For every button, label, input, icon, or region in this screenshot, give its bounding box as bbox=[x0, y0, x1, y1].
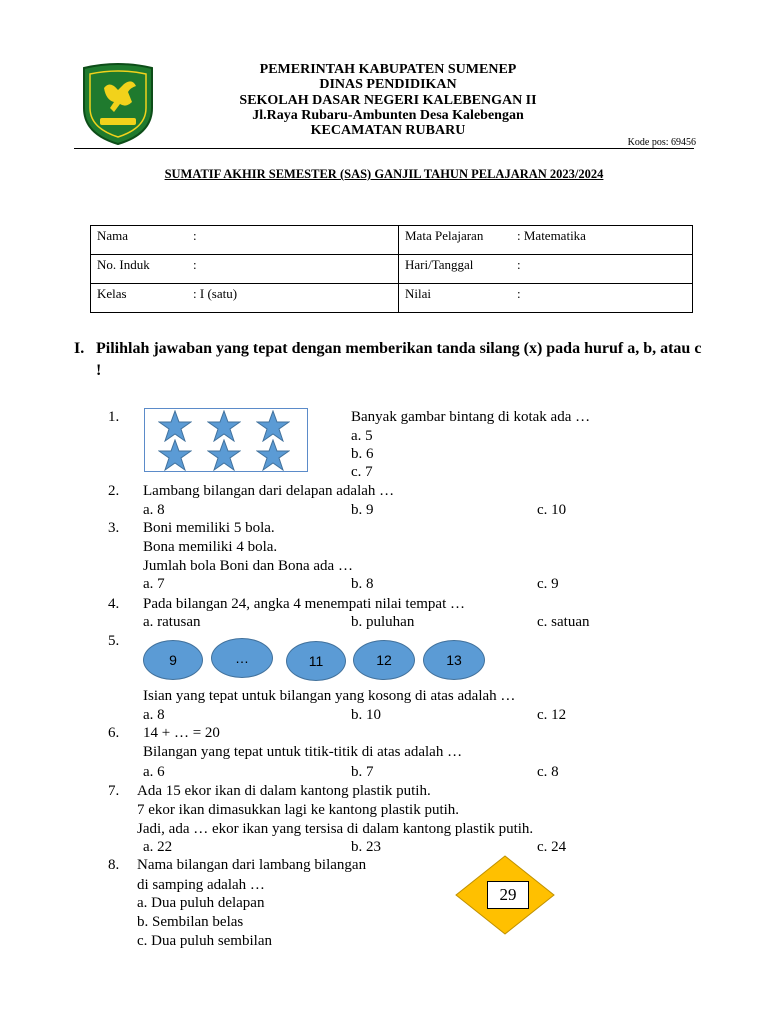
star-icon bbox=[158, 439, 192, 471]
star-icon bbox=[207, 439, 241, 471]
score-value: : bbox=[517, 286, 521, 301]
question-text-line1: Ada 15 ekor ikan di dalam kantong plastik putih. bbox=[137, 783, 431, 799]
question-number: 6. bbox=[108, 725, 120, 741]
table-cell bbox=[91, 255, 399, 284]
table-row bbox=[91, 284, 693, 313]
number-oval: 9 bbox=[143, 640, 203, 680]
question-text-line3: Jumlah bola Boni dan Bona ada … bbox=[143, 558, 353, 574]
option-b[interactable]: b. 6 bbox=[351, 446, 374, 462]
section-number: I. bbox=[74, 340, 85, 357]
date-label: Hari/Tanggal bbox=[405, 257, 474, 272]
star-icon bbox=[256, 410, 290, 442]
question-text-line1: Nama bilangan dari lambang bilangan bbox=[137, 857, 367, 873]
option-b[interactable]: b. 9 bbox=[351, 502, 374, 518]
header-divider bbox=[74, 148, 694, 149]
table-row bbox=[91, 255, 693, 284]
score-label: Nilai bbox=[405, 286, 431, 301]
question-text-line1: Boni memiliki 5 bola. bbox=[143, 520, 275, 536]
diamond-number: 29 bbox=[487, 881, 529, 909]
question-text: Pada bilangan 24, angka 4 menempati nilai tempat … bbox=[143, 596, 465, 612]
equation: 14 + … = 20 bbox=[143, 725, 220, 741]
header-school-name: SEKOLAH DASAR NEGERI KALEBENGAN II bbox=[239, 93, 537, 108]
question-text-line2: di samping adalah … bbox=[137, 877, 265, 893]
question-text: Bilangan yang tepat untuk titik-titik di atas adalah … bbox=[143, 744, 463, 760]
question-text: Isian yang tepat untuk bilangan yang kosong di atas adalah … bbox=[143, 688, 516, 704]
class-value: : I (satu) bbox=[193, 286, 238, 301]
question-number: 3. bbox=[108, 520, 120, 536]
student-id-value: : bbox=[193, 257, 197, 272]
table-cell bbox=[399, 284, 693, 313]
star-icon bbox=[207, 410, 241, 442]
subject-label: Mata Pelajaran bbox=[405, 228, 484, 243]
option-a[interactable]: a. 8 bbox=[143, 502, 165, 518]
question-number: 4. bbox=[108, 596, 120, 612]
star-icon bbox=[256, 439, 290, 471]
name-value: : bbox=[193, 228, 197, 243]
header-department: DINAS PENDIDIKAN bbox=[319, 77, 457, 92]
option-b[interactable]: b. 10 bbox=[351, 707, 381, 723]
option-a[interactable]: a. ratusan bbox=[143, 614, 201, 630]
student-id-label: No. Induk bbox=[97, 257, 150, 272]
option-b[interactable]: b. 7 bbox=[351, 764, 374, 780]
section-instruction-text: Pilihlah jawaban yang tepat dengan memberikan tanda silang (x) pada huruf a, b, atau c ! bbox=[96, 340, 702, 379]
table-cell bbox=[399, 226, 693, 255]
subject-value: : Matematika bbox=[517, 228, 586, 243]
number-oval: 13 bbox=[423, 640, 485, 680]
question-text-line2: Bona memiliki 4 bola. bbox=[143, 539, 278, 555]
question-number: 2. bbox=[108, 483, 120, 499]
option-a[interactable]: a. 6 bbox=[143, 764, 165, 780]
option-c[interactable]: c. 9 bbox=[537, 576, 559, 592]
option-c[interactable]: c. satuan bbox=[537, 614, 590, 630]
star-icon bbox=[158, 410, 192, 442]
date-value: : bbox=[517, 257, 521, 272]
header-government: PEMERINTAH KABUPATEN SUMENEP bbox=[259, 62, 517, 77]
option-b[interactable]: b. puluhan bbox=[351, 614, 415, 630]
number-oval: 12 bbox=[353, 640, 415, 680]
table-cell bbox=[91, 226, 399, 255]
table-row bbox=[91, 226, 693, 255]
option-b[interactable]: b. 23 bbox=[351, 839, 381, 855]
postal-code: Kode pos: 69456 bbox=[627, 137, 696, 148]
question-text: Banyak gambar bintang di kotak ada … bbox=[351, 409, 591, 425]
question-number: 1. bbox=[108, 409, 120, 425]
name-label: Nama bbox=[97, 228, 129, 243]
student-info-table bbox=[90, 225, 693, 313]
option-a[interactable]: a. 7 bbox=[143, 576, 165, 592]
number-oval: 11 bbox=[286, 641, 346, 681]
star-box bbox=[144, 408, 308, 472]
question-number: 8. bbox=[108, 857, 120, 873]
header-address: Jl.Raya Rubaru-Ambunten Desa Kalebengan bbox=[252, 108, 524, 123]
exam-title: SUMATIF AKHIR SEMESTER (SAS) GANJIL TAHUN PELAJARAN 2023/2024 bbox=[164, 167, 604, 181]
question-text-line3: Jadi, ada … ekor ikan yang tersisa di dalam kantong plastik putih. bbox=[137, 821, 534, 837]
option-c[interactable]: c. 12 bbox=[537, 707, 567, 723]
option-a[interactable]: a. 22 bbox=[143, 839, 173, 855]
option-c[interactable]: c. Dua puluh sembilan bbox=[137, 933, 272, 949]
question-text: Lambang bilangan dari delapan adalah … bbox=[143, 483, 395, 499]
question-number: 5. bbox=[108, 633, 120, 649]
option-c[interactable]: c. 7 bbox=[351, 464, 373, 480]
option-c[interactable]: c. 24 bbox=[537, 839, 567, 855]
number-oval: … bbox=[211, 638, 273, 678]
option-c[interactable]: c. 10 bbox=[537, 502, 567, 518]
option-a[interactable]: a. 8 bbox=[143, 707, 165, 723]
option-b[interactable]: b. 8 bbox=[351, 576, 374, 592]
question-text-line2: 7 ekor ikan dimasukkan lagi ke kantong plastik putih. bbox=[137, 802, 460, 818]
table-cell bbox=[91, 284, 399, 313]
option-c[interactable]: c. 8 bbox=[537, 764, 559, 780]
question-number: 7. bbox=[108, 783, 120, 799]
option-b[interactable]: b. Sembilan belas bbox=[137, 914, 244, 930]
header-district: KECAMATAN RUBARU bbox=[310, 123, 466, 138]
class-label: Kelas bbox=[97, 286, 127, 301]
option-a[interactable]: a. Dua puluh delapan bbox=[137, 895, 265, 911]
table-cell bbox=[399, 255, 693, 284]
option-a[interactable]: a. 5 bbox=[351, 428, 373, 444]
